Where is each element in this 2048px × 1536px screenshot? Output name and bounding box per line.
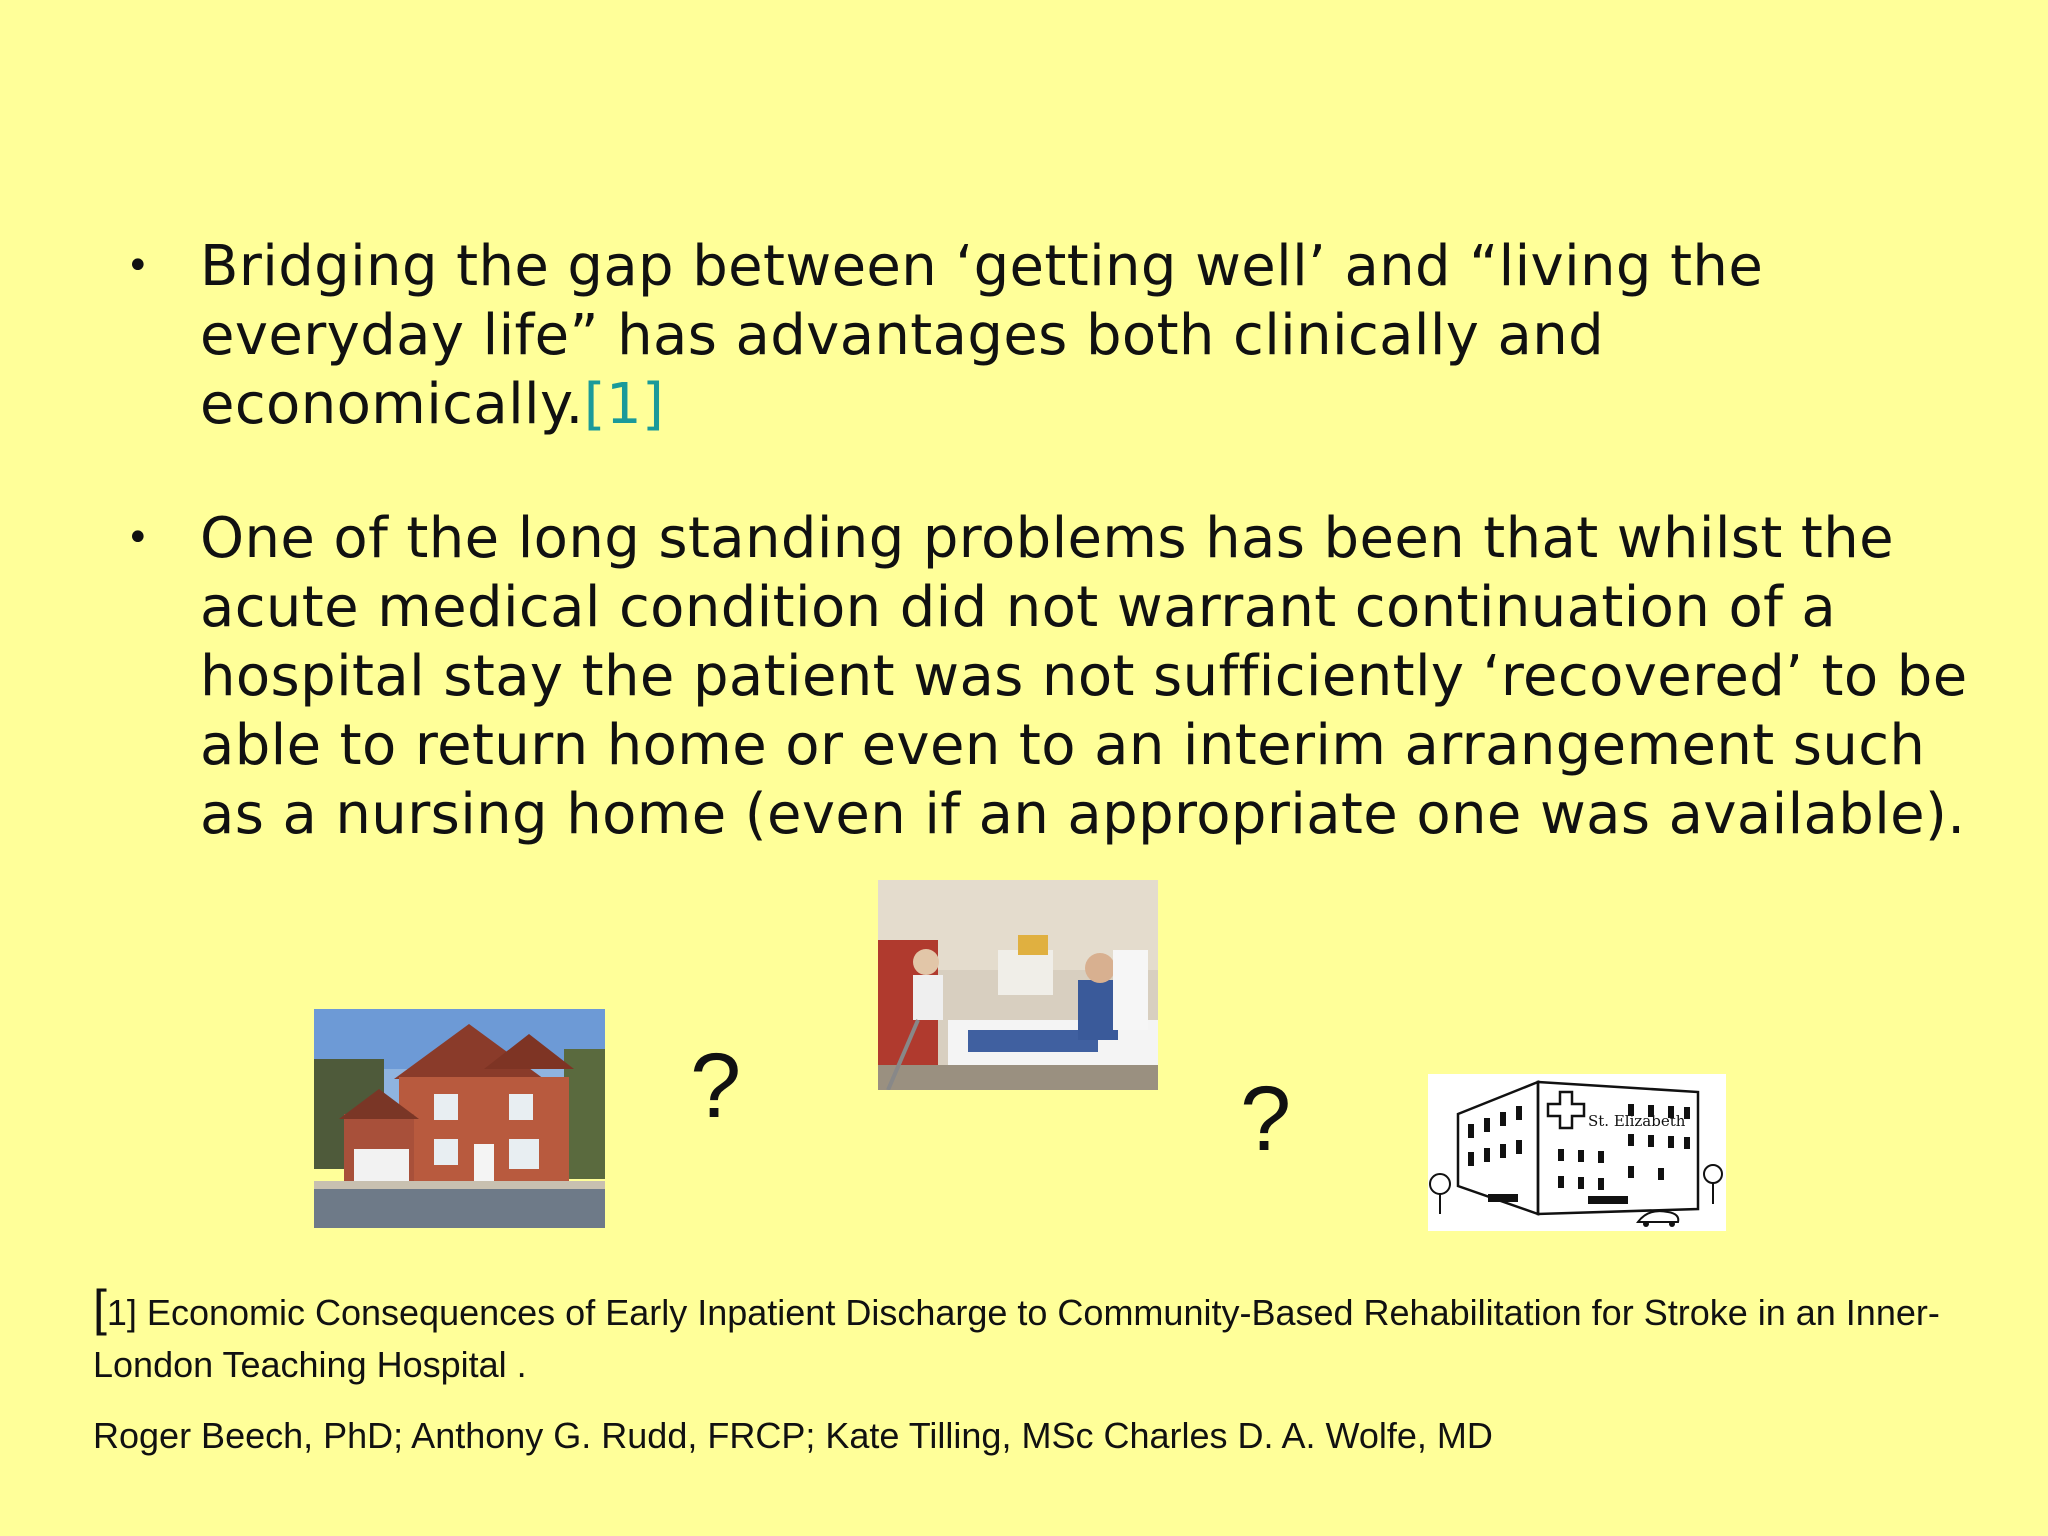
bullet-item-2 bbox=[120, 504, 2000, 849]
footnote-text: 1] Economic Consequences of Early Inpatient Discharge to Community-Based Rehabilitation for Stroke in an Inner-London Teaching Hospital . bbox=[93, 1292, 1940, 1385]
bullet-1-text: Bridging the gap between ‘getting well’ and “living the everyday life” has advantages both clinically and economically. bbox=[200, 234, 1764, 437]
bullet-dot-icon: • bbox=[126, 515, 150, 561]
bullet-list bbox=[120, 232, 2000, 849]
hospital-sign-text: St. Elizabeth bbox=[1588, 1112, 1686, 1130]
footnote bbox=[93, 1282, 1993, 1391]
citation-link[interactable]: [1] bbox=[583, 372, 665, 437]
bullet-2-text: One of the long standing problems has been that whilst the acute medical condition did not warrant continuation of a hospital stay the patient was not sufficiently ‘recovered’ to be able to return home or even to an interim arrangement such as a nursing home (even if an appropriate one was available). bbox=[200, 506, 1968, 847]
bullet-dot-icon: • bbox=[126, 243, 150, 289]
footnote-bracket: [ bbox=[93, 1280, 107, 1336]
question-mark-2: ? bbox=[1240, 1068, 1292, 1170]
footnote-authors: Roger Beech, PhD; Anthony G. Rudd, FRCP; Kate Tilling, MSc Charles D. A. Wolfe, MD bbox=[93, 1415, 1493, 1456]
hospital-drawing-icon bbox=[1428, 1074, 1726, 1231]
hospital-bed-photo-icon bbox=[878, 880, 1158, 1090]
bullet-item-1 bbox=[120, 232, 2000, 439]
question-mark-1: ? bbox=[690, 1035, 742, 1137]
house-photo-icon bbox=[314, 1009, 605, 1228]
